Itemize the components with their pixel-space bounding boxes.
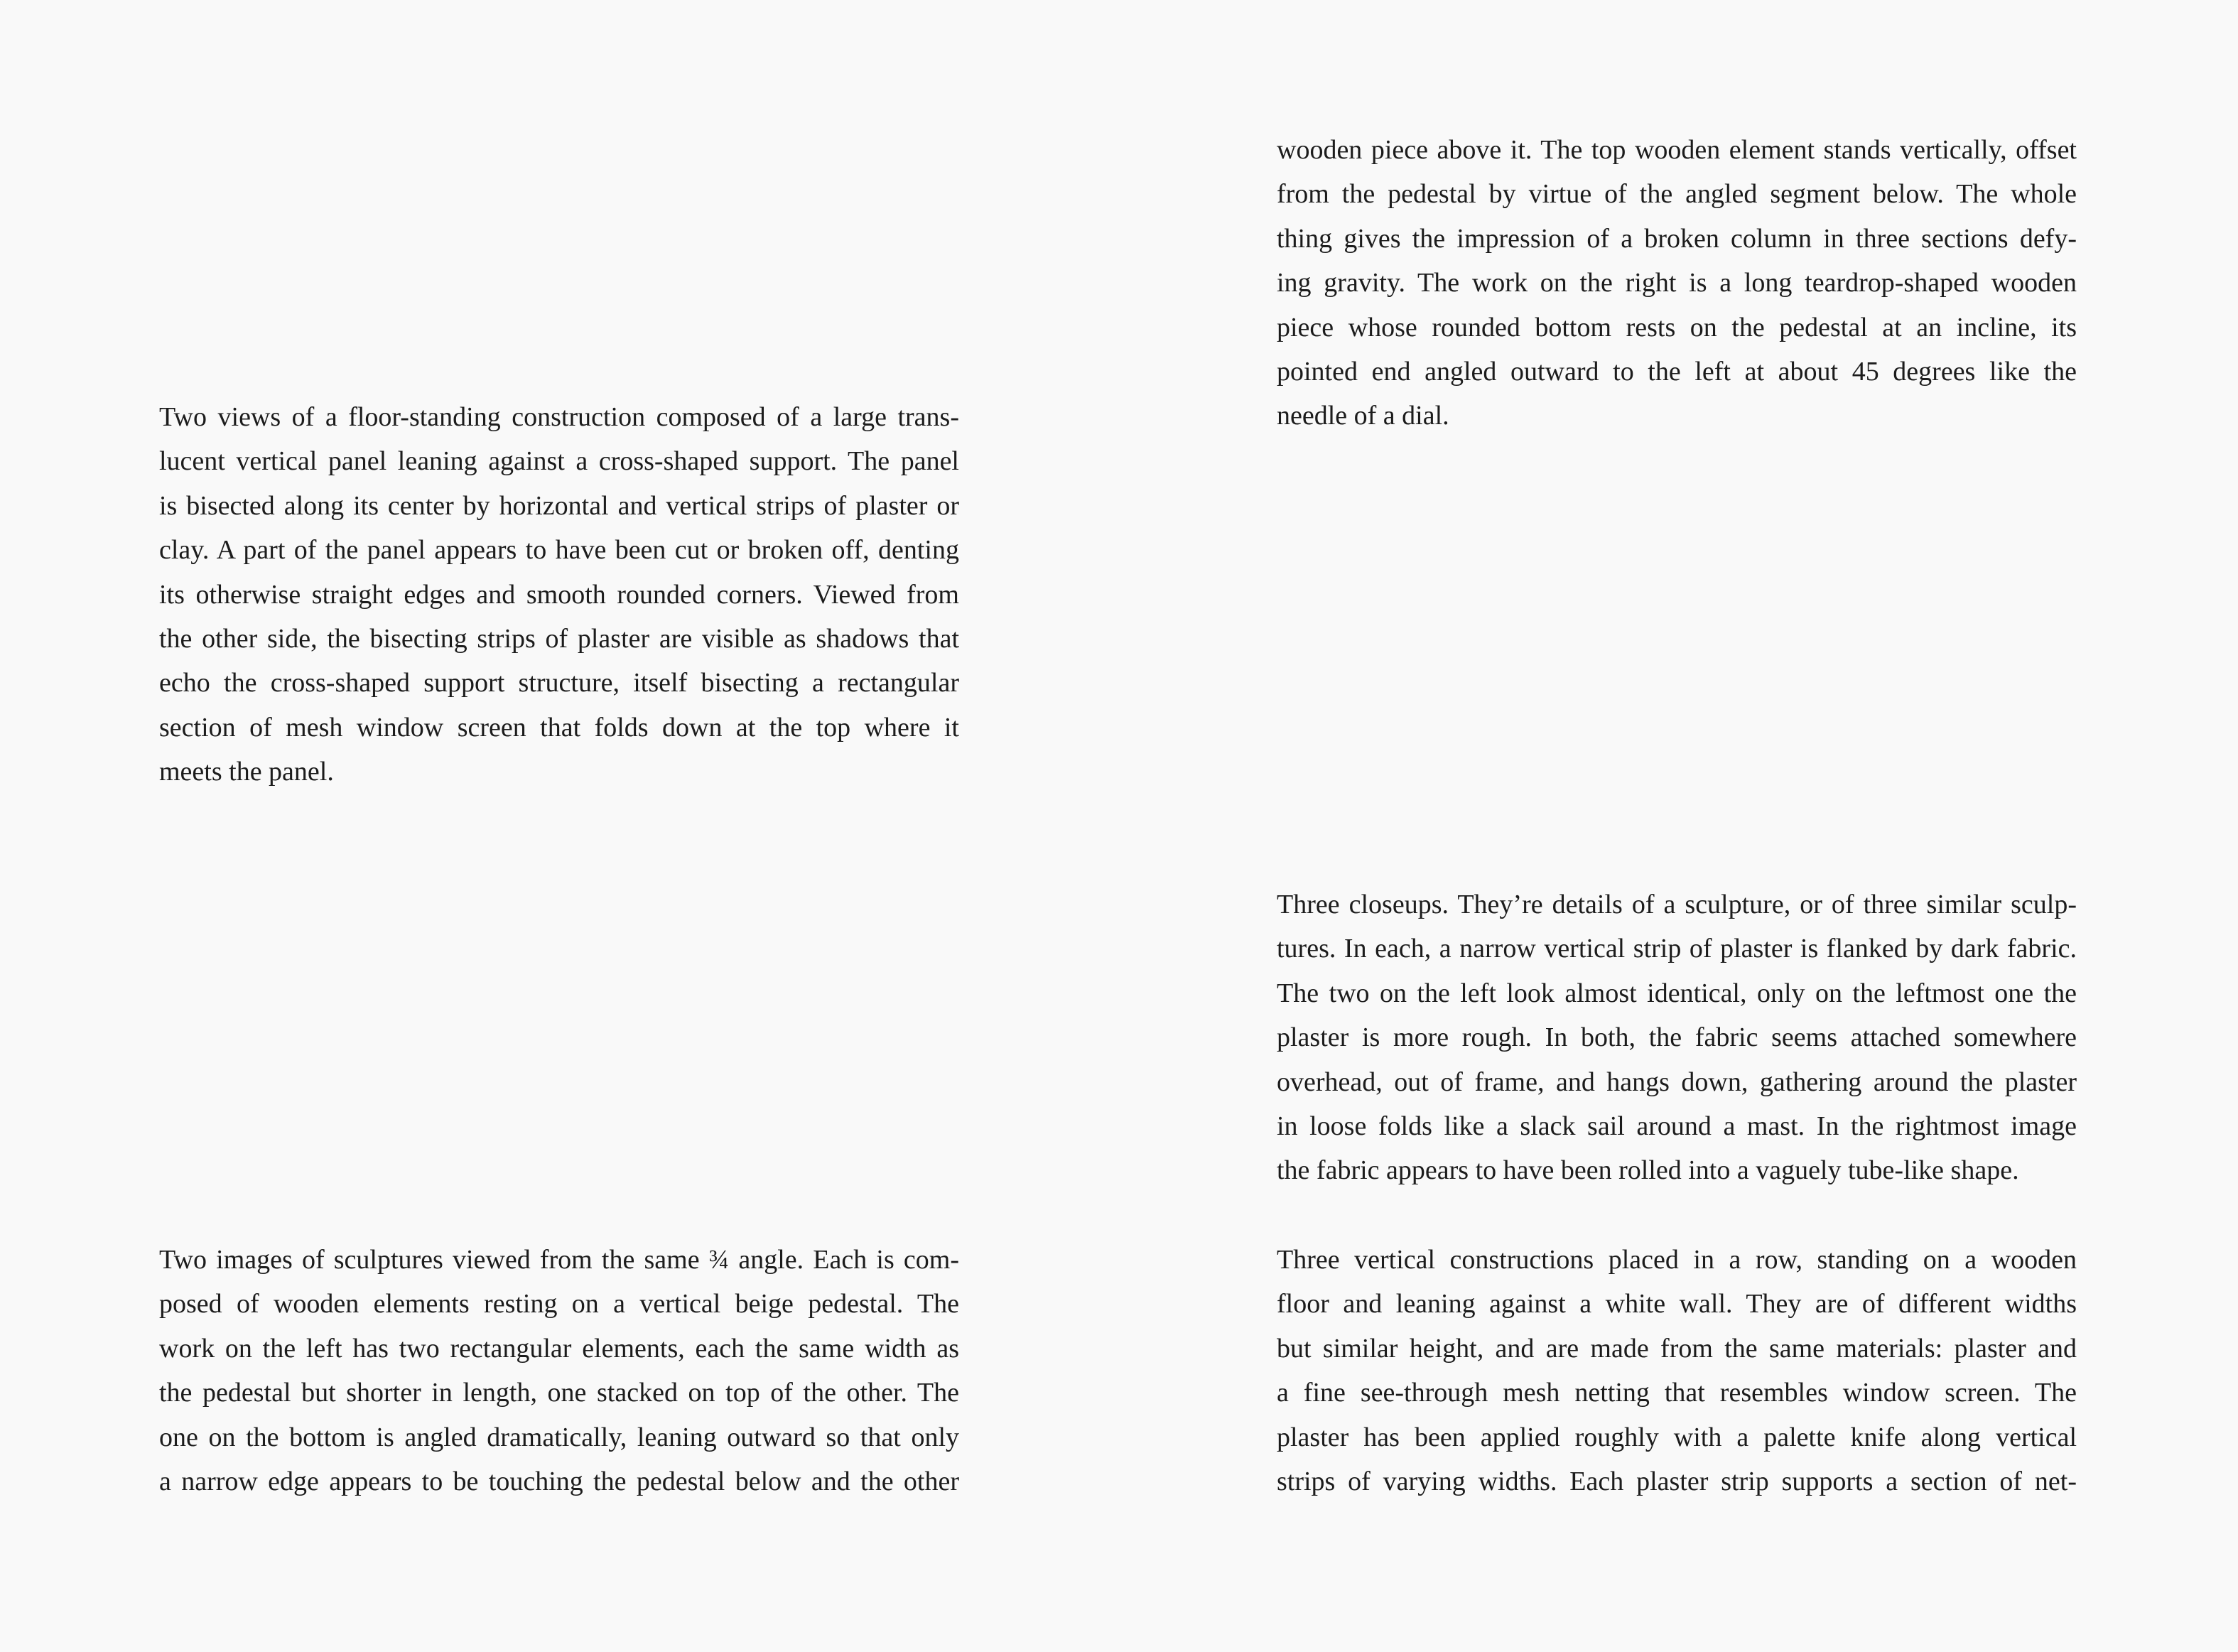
text-line: Three vertical constructions placed in a row, standing on a wooden [1277, 1245, 2077, 1275]
text-line: ing gravity. The work on the right is a long teardrop-shaped wooden [1277, 268, 2077, 298]
text-line: wooden piece above it. The top wooden element stands vertically, offset [1277, 135, 2077, 165]
text-line: its otherwise straight edges and smooth rounded corners. Viewed from [159, 579, 959, 610]
text-line: Three closeups. They’re details of a sculpture, or of three similar sculp- [1277, 890, 2077, 919]
text-line: strips of varying widths. Each plaster strip supports a section of net- [1277, 1467, 2077, 1497]
text-line: a narrow edge appears to be touching the pedestal below and the other [159, 1467, 959, 1497]
right-page-paragraph-2 [1277, 882, 2077, 1193]
text-line: pointed end angled outward to the left at about 45 degrees like the [1277, 357, 2077, 387]
text-line: is bisected along its center by horizontal and vertical strips of plaster or [159, 490, 959, 521]
text-line: one on the bottom is angled dramatically, leaning outward so that only [159, 1422, 959, 1452]
text-line: The two on the left look almost identical, only on the leftmost one the [1277, 978, 2077, 1008]
text-line: tures. In each, a narrow vertical strip of plaster is flanked by dark fabric. [1277, 934, 2077, 964]
text-line: needle of a dial. [1277, 401, 1449, 431]
text-line: meets the panel. [159, 757, 334, 787]
text-line: the pedestal but shorter in length, one stacked on top of the other. The [159, 1378, 959, 1408]
text-line: lucent vertical panel leaning against a cross-shaped support. The panel [159, 446, 959, 477]
text-line: the fabric appears to have been rolled into a vaguely tube-like shape. [1277, 1155, 2019, 1186]
text-line: clay. A part of the panel appears to have been cut or broken off, denting [159, 535, 959, 566]
text-line: but similar height, and are made from the same materials: plaster and [1277, 1333, 2077, 1364]
left-page-paragraph-1 [159, 395, 959, 794]
text-line: piece whose rounded bottom rests on the pedestal at an incline, its [1277, 312, 2077, 342]
right-page-paragraph-1 [1277, 128, 2077, 438]
text-line: section of mesh window screen that folds down at the top where it [159, 712, 959, 743]
text-line: overhead, out of frame, and hangs down, gathering around the plaster [1277, 1067, 2077, 1097]
text-line: plaster is more rough. In both, the fabric seems attached somewhere [1277, 1022, 2077, 1053]
text-line: in loose folds like a slack sail around a mast. In the rightmost image [1277, 1111, 2077, 1142]
text-line: floor and leaning against a white wall. They are of different widths [1277, 1289, 2077, 1319]
text-line: a fine see-through mesh netting that resembles window screen. The [1277, 1378, 2077, 1408]
text-line: the other side, the bisecting strips of plaster are visible as shadows that [159, 624, 959, 654]
text-line: work on the left has two rectangular elements, each the same width as [159, 1333, 959, 1364]
text-line: echo the cross-shaped support structure, itself bisecting a rectangular [159, 668, 959, 698]
text-line: Two images of sculptures viewed from the same ¾ angle. Each is com- [159, 1245, 959, 1275]
right-page-paragraph-3 [1277, 1238, 2077, 1503]
text-line: Two views of a floor-standing construction composed of a large trans- [159, 402, 959, 432]
text-line: from the pedestal by virtue of the angled segment below. The whole [1277, 179, 2077, 210]
text-line: plaster has been applied roughly with a palette knife along vertical [1277, 1422, 2077, 1452]
text-line: thing gives the impression of a broken column in three sections defy- [1277, 223, 2077, 254]
text-line: posed of wooden elements resting on a vertical beige pedestal. The [159, 1289, 959, 1319]
left-page-paragraph-2 [159, 1238, 959, 1503]
